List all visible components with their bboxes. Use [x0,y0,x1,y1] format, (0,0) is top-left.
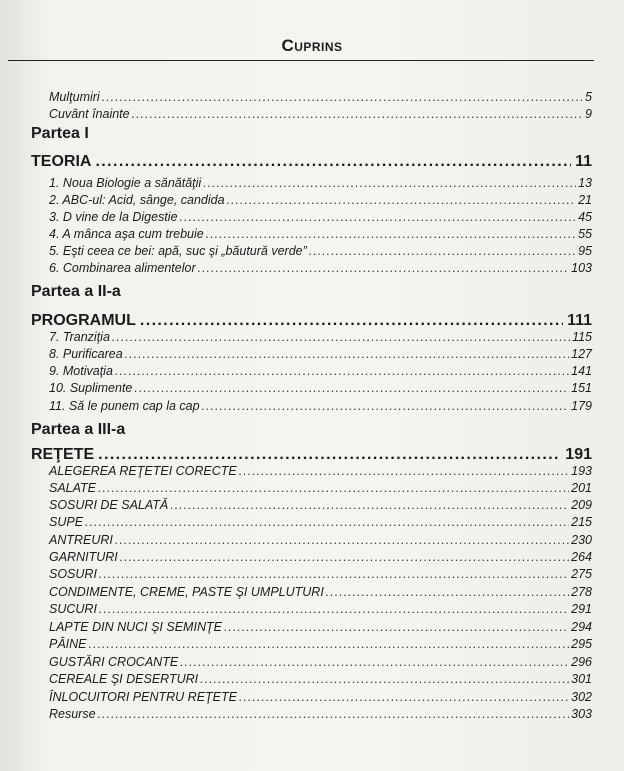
leader-dots [115,364,569,379]
toc-entry [49,498,592,513]
leader-dots [202,399,570,414]
section-page: 191 [565,446,592,463]
toc-entry-page: 5 [585,90,592,104]
toc-entry-title: 4. A mânca aşa cum trebuie [49,227,204,241]
toc-entry [49,585,592,600]
toc-entry-page: 301 [571,672,592,686]
toc-entry-page: 127 [571,347,592,361]
leader-dots [203,176,576,191]
leader-dots [309,244,576,259]
toc-entry-page: 296 [571,655,592,669]
toc-entry-title: 1. Noua Biologie a sănătăţii [49,176,202,190]
toc-entry-title: 5. Eşti ceea ce bei: apă, suc şi „băutură verde” [49,244,307,258]
toc-entry-page: 209 [571,498,592,512]
toc-entry-title: Cuvânt înainte [49,107,130,121]
part-label: Partea a III-a [31,421,126,438]
section-title: PROGRAMUL [31,312,136,329]
toc-entry-title: GUSTĂRI CROCANTE [49,655,179,669]
section-title: TEORIA [31,153,92,170]
toc-entry-page: 55 [578,227,592,241]
toc-entry-title: 11. Să le punem cap la cap [49,399,200,413]
toc-entry-page: 179 [571,399,592,413]
toc-entry [49,707,592,722]
leader-dots [200,672,569,687]
leader-dots [132,107,583,122]
toc-entry-title: 7. Tranziţia [49,330,110,344]
leader-dots [120,550,569,565]
toc-entry [49,244,592,259]
toc-entry-page: 201 [571,481,592,495]
leader-dots [95,153,571,171]
toc-entry-page: 294 [571,620,592,634]
toc-entry [49,364,592,379]
toc-entry [49,481,592,496]
toc-entry-title: ÎNLOCUITORI PENTRU REŢETE [49,690,237,704]
leader-dots [125,347,569,362]
toc-entry-title: 2. ABC-ul: Acid, sânge, candida [49,193,225,207]
toc-entry-title: CEREALE ŞI DESERTURI [49,672,199,686]
leader-dots [115,533,569,548]
leader-dots [239,464,569,479]
toc-entry [49,655,592,670]
toc-entry-title: 9. Motivaţia [49,364,113,378]
toc-entry-cuvant-inainte [49,107,592,122]
toc-entry-page: 45 [578,210,592,224]
toc-entry [49,193,592,208]
toc-entry [49,399,592,414]
toc-entry [49,550,592,565]
toc-entry-page: 295 [571,637,592,651]
toc-entry-title: 10. Suplimente [49,381,133,395]
leader-dots [85,515,569,530]
toc-entry-page: 95 [578,244,592,258]
toc-entry-page: 278 [571,585,592,599]
leader-dots [224,620,569,635]
toc-entry-page: 151 [571,381,592,395]
toc-entry [49,620,592,635]
toc-entry [49,381,592,396]
page-heading: Cuprins [281,36,343,55]
section-heading-teoria [31,153,592,171]
toc-entry [49,567,592,582]
leader-dots [98,707,570,722]
leader-dots [99,602,569,617]
toc-entry-title: SUCURI [49,602,97,616]
toc-entry-page: 115 [572,330,592,344]
toc-entry-title: LAPTE DIN NUCI ŞI SEMINŢE [49,620,222,634]
leader-dots [180,655,569,670]
toc-entry-title: 3. D vine de la Digestie [49,210,178,224]
toc-entry-page: 9 [585,107,592,121]
leader-dots [180,210,577,225]
toc-entry-title: ANTREURI [49,533,113,547]
toc-entry-multumiri [49,90,592,105]
toc-entry-page: 215 [571,515,592,529]
leader-dots [227,193,577,208]
toc-entry-title: PÂINE [49,637,87,651]
section-heading-programul [31,312,592,330]
leader-dots [112,330,570,345]
part-label: Partea I [31,125,89,142]
toc-entry [49,347,592,362]
toc-entry-title: 8. Purificarea [49,347,123,361]
toc-entry-title: CONDIMENTE, CREME, PASTE ŞI UMPLUTURI [49,585,324,599]
section-page: 111 [567,312,592,329]
toc-entry [49,690,592,705]
leader-dots [102,90,583,105]
toc-entry-title: SOSURI [49,567,97,581]
toc-entry-title: Resurse [49,707,96,721]
leader-dots [326,585,569,600]
toc-entry-title: SOSURI DE SALATĂ [49,498,169,512]
leader-dots [99,567,569,582]
toc-entry-title: ALEGEREA REŢETEI CORECTE [49,464,237,478]
section-page: 11 [575,153,592,170]
toc-entry-page: 13 [578,176,592,190]
leader-dots [98,446,561,464]
toc-entry-page: 103 [571,261,592,275]
toc-entry-page: 303 [571,707,592,721]
toc-entry [49,515,592,530]
leader-dots [140,312,563,330]
toc-entry-page: 302 [571,690,592,704]
leader-dots [98,481,569,496]
section-title: REŢETE [31,446,95,463]
leader-dots [170,498,569,513]
leader-dots [198,261,570,276]
toc-entry-title: GARNITURI [49,550,118,564]
toc-entry [49,672,592,687]
toc-entry [49,602,592,617]
leader-dots [89,637,570,652]
part-label: Partea a II-a [31,283,121,300]
section-heading-retete [31,446,592,464]
toc-entry-title: Mulţumiri [49,90,100,104]
toc-entry [49,533,592,548]
toc-entry-page: 291 [571,602,592,616]
toc-entry [49,227,592,242]
toc-entry-page: 193 [571,464,592,478]
toc-entry-page: 264 [571,550,592,564]
toc-entry-title: SUPE [49,515,84,529]
toc-entry-page: 141 [571,364,592,378]
toc-entry-page: 230 [571,533,592,547]
toc-entry-page: 21 [578,193,592,207]
toc-entry [49,210,592,225]
leader-dots [239,690,569,705]
toc-entry [49,464,592,479]
toc-entry [49,637,592,652]
toc-entry [49,330,592,345]
toc-entry-title: 6. Combinarea alimentelor [49,261,196,275]
toc-entry [49,176,592,191]
toc-entry-title: SALATE [49,481,97,495]
toc-entry-page: 275 [571,567,592,581]
leader-dots [206,227,576,242]
toc-entry [49,261,592,276]
leader-dots [134,381,569,396]
